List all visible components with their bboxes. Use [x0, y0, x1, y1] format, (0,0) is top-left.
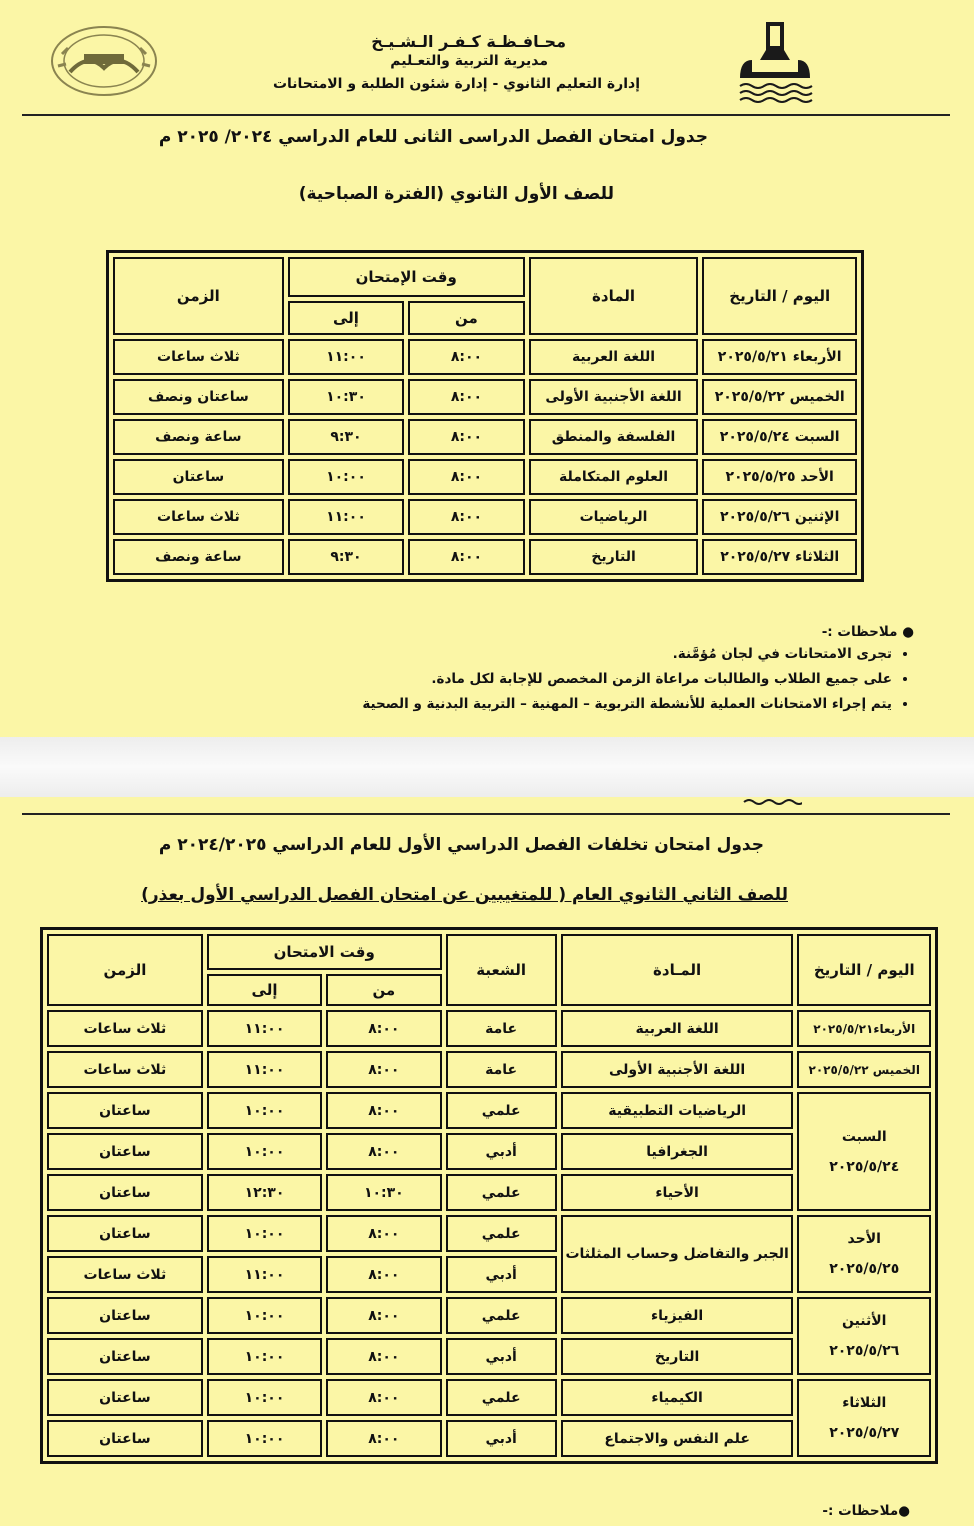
table-row	[113, 499, 857, 535]
notes-section	[194, 624, 914, 721]
governorate-name: محـافـظـة كـفـر الـشـيـخ	[371, 32, 566, 51]
cell-duration: ثلاث ساعات	[113, 339, 284, 375]
cell-branch: عامة	[446, 1051, 557, 1088]
cell-to: ١٠:٠٠	[207, 1092, 322, 1129]
cell-subject: الجبر والتفاضل وحساب المثلثات	[561, 1215, 794, 1293]
table-row	[47, 1379, 931, 1416]
cell-subject: علم النفس والاجتماع	[561, 1420, 794, 1457]
cell-subject: العلوم المتكاملة	[529, 459, 699, 495]
day-date: ٢٠٢٥/٥/٢٧	[829, 1425, 900, 1441]
day-name: الأربعاء٢٠٢٥/٥/٢١	[813, 1021, 916, 1036]
cell-day: الإثنين ٢٠٢٥/٥/٢٦	[702, 499, 857, 535]
cell-from: ٨:٠٠	[326, 1010, 441, 1047]
cell-from: ٨:٠٠	[326, 1133, 441, 1170]
cell-subject: الفيزياء	[561, 1297, 794, 1334]
day-name: السبت	[841, 1128, 887, 1145]
header-duration: الزمن	[113, 257, 284, 335]
cell-duration: ثلاث ساعات	[47, 1010, 203, 1047]
table-row	[113, 459, 857, 495]
cell-from: ٨:٠٠	[326, 1420, 441, 1457]
cell-duration: ساعتان	[47, 1174, 203, 1211]
cell-to: ١١:٠٠	[207, 1010, 322, 1047]
header-duration: الزمن	[47, 934, 203, 1006]
cell-to: ١٠:٠٠	[207, 1133, 322, 1170]
cell-from: ٨:٠٠	[408, 379, 524, 415]
day-date: ٢٠٢٥/٥/٢٤	[829, 1158, 900, 1175]
cell-duration: ثلاث ساعات	[47, 1051, 203, 1088]
cell-branch: أدبي	[446, 1256, 557, 1293]
schedule-subtitle-2: للصف الثاني الثانوي العام ( للمتغيبين عن امتحان الفصل الدراسي الأول بعذر)	[141, 885, 788, 905]
cell-duration: ثلاث ساعات	[47, 1256, 203, 1293]
header-day: اليوم / التاريخ	[702, 257, 857, 335]
table-row	[113, 539, 857, 575]
day-name: الأحد	[847, 1231, 881, 1247]
table-row	[47, 1051, 931, 1088]
cell-duration: ثلاث ساعات	[113, 499, 284, 535]
notes-title	[194, 624, 914, 640]
header-subject: المـادة	[561, 934, 794, 1006]
bullet: ●	[898, 1503, 910, 1519]
day-name: الثلاثاء	[842, 1395, 887, 1411]
cell-duration: ساعتان	[47, 1420, 203, 1457]
note-item: • على جميع الطلاب والطالبات مراعاة الزمن المخصص للإجابة لكل مادة.	[194, 671, 892, 687]
notes-section-2	[822, 1503, 910, 1519]
department-name: إدارة التعليم الثانوي - إدارة شئون الطلبة و الامتحانات	[272, 76, 640, 92]
header-divider-2	[22, 813, 950, 815]
cell-from: ٨:٠٠	[326, 1297, 441, 1334]
cell-day: السبت ٢٠٢٥/٥/٢٤	[702, 419, 857, 455]
cell-subject: اللغة الأجنبية الأولى	[561, 1051, 794, 1088]
cell-duration: ساعتان	[47, 1379, 203, 1416]
header-day: اليوم / التاريخ	[797, 934, 931, 1006]
cell-branch: علمي	[446, 1215, 557, 1252]
cell-from: ٨:٠٠	[326, 1379, 441, 1416]
header-divider	[22, 114, 950, 116]
cell-from: ٨:٠٠	[326, 1338, 441, 1375]
cell-duration: ساعتان ونصف	[113, 379, 284, 415]
cell-from: ٨:٠٠	[408, 539, 524, 575]
cell-day	[797, 1215, 931, 1293]
cell-branch: أدبي	[446, 1420, 557, 1457]
cell-duration: ساعتان	[47, 1338, 203, 1375]
cell-subject: اللغة العربية	[529, 339, 699, 375]
cell-duration: ساعتان	[47, 1133, 203, 1170]
cell-day: الأحد ٢٠٢٥/٥/٢٥	[702, 459, 857, 495]
header-from: من	[326, 974, 441, 1006]
table-row	[113, 419, 857, 455]
note-item: • يتم إجراء الامتحانات العملية للأنشطة التربوية – المهنية – التربية البدنية و الصحية	[194, 696, 892, 712]
cell-day	[797, 1010, 931, 1047]
cell-from: ٨:٠٠	[408, 419, 524, 455]
cell-day	[797, 1379, 931, 1457]
cell-day: الثلاثاء ٢٠٢٥/٥/٢٧	[702, 539, 857, 575]
image-separator	[0, 737, 974, 797]
header-to: إلى	[207, 974, 322, 1006]
cell-subject: الجغرافيا	[561, 1133, 794, 1170]
cell-day	[797, 1051, 931, 1088]
education-seal-logo	[48, 24, 160, 98]
cell-to: ١٠:٠٠	[288, 459, 404, 495]
cell-subject: التاريخ	[529, 539, 699, 575]
schedule-title-2: جدول امتحان تخلفات الفصل الدراسي الأول للعام الدراسي ٢٠٢٤/٢٠٢٥ م	[158, 835, 764, 855]
cell-to: ٩:٣٠	[288, 539, 404, 575]
header-from: من	[408, 301, 524, 335]
table-row	[113, 339, 857, 375]
makeup-exam-schedule-table	[40, 927, 938, 1464]
header-branch: الشعبة	[446, 934, 557, 1006]
cell-branch: عامة	[446, 1010, 557, 1047]
cell-duration: ساعتان	[47, 1092, 203, 1129]
cell-to: ١١:٠٠	[288, 339, 404, 375]
cell-duration: ساعة ونصف	[113, 539, 284, 575]
cell-duration: ساعة ونصف	[113, 419, 284, 455]
cell-day	[797, 1297, 931, 1375]
cell-from: ٨:٠٠	[326, 1215, 441, 1252]
cell-from: ٨:٠٠	[326, 1256, 441, 1293]
directorate-name: مديرية التربية والتعـليم	[390, 53, 548, 69]
cell-to: ١١:٠٠	[207, 1051, 322, 1088]
exam-schedule-table	[106, 250, 864, 582]
cell-to: ١٠:٠٠	[207, 1215, 322, 1252]
cell-branch: أدبي	[446, 1338, 557, 1375]
cell-branch: علمي	[446, 1092, 557, 1129]
cell-subject: الفلسفة والمنطق	[529, 419, 699, 455]
day-name: الخميس ٢٠٢٥/٥/٢٢	[808, 1062, 920, 1077]
exam-schedule-page-2	[0, 797, 974, 1526]
table-row	[47, 1297, 931, 1334]
cell-from: ٨:٠٠	[326, 1051, 441, 1088]
cell-subject: الأحياء	[561, 1174, 794, 1211]
cell-day	[797, 1092, 931, 1211]
cell-to: ١٠:٠٠	[207, 1379, 322, 1416]
cell-subject: الرياضيات التطبيقية	[561, 1092, 794, 1129]
cell-subject: الكيمياء	[561, 1379, 794, 1416]
cell-duration: ساعتان	[47, 1297, 203, 1334]
table-row	[47, 1215, 931, 1252]
cell-branch: علمي	[446, 1174, 557, 1211]
cell-from: ٨:٠٠	[408, 499, 524, 535]
cell-subject: الرياضيات	[529, 499, 699, 535]
schedule-subtitle: للصف الأول الثانوي (الفترة الصباحية)	[298, 184, 614, 204]
header-to: إلى	[288, 301, 404, 335]
table-row	[47, 1010, 931, 1047]
governorate-logo-partial	[742, 797, 802, 807]
cell-subject: اللغة الأجنبية الأولى	[529, 379, 699, 415]
header-exam-time: وقت الامتحان	[207, 934, 442, 970]
table-row	[113, 379, 857, 415]
cell-branch: علمي	[446, 1379, 557, 1416]
cell-day: الأربعاء ٢٠٢٥/٥/٢١	[702, 339, 857, 375]
cell-from: ٨:٠٠	[408, 339, 524, 375]
schedule-title: جدول امتحان الفصل الدراسى الثانى للعام الدراسي ٢٠٢٤/ ٢٠٢٥ م	[158, 127, 708, 147]
cell-to: ١٠:٠٠	[207, 1338, 322, 1375]
cell-duration: ساعتان	[113, 459, 284, 495]
day-name: الأثنين	[841, 1313, 887, 1329]
note-item: • تجرى الامتحانات في لجان مُؤمَّنة.	[194, 646, 892, 662]
day-date: ٢٠٢٥/٥/٢٦	[829, 1343, 900, 1359]
table-row	[47, 1092, 931, 1129]
bullet: ●	[897, 624, 914, 640]
cell-from: ١٠:٣٠	[326, 1174, 441, 1211]
cell-day: الخميس ٢٠٢٥/٥/٢٢	[702, 379, 857, 415]
governorate-logo	[736, 20, 814, 104]
day-date: ٢٠٢٥/٥/٢٥	[829, 1261, 900, 1277]
cell-subject: التاريخ	[561, 1338, 794, 1375]
cell-to: ١٢:٣٠	[207, 1174, 322, 1211]
cell-to: ٩:٣٠	[288, 419, 404, 455]
header-subject: المادة	[529, 257, 699, 335]
cell-to: ١١:٠٠	[207, 1256, 322, 1293]
notes-title-text: ملاحظات :-	[821, 624, 898, 640]
cell-to: ١٠:٠٠	[207, 1297, 322, 1334]
notes-title-text: ملاحظات :-	[822, 1503, 899, 1519]
cell-branch: علمي	[446, 1297, 557, 1334]
cell-branch: أدبي	[446, 1133, 557, 1170]
header-exam-time: وقت الإمتحان	[288, 257, 525, 297]
cell-from: ٨:٠٠	[326, 1092, 441, 1129]
cell-duration: ساعتان	[47, 1215, 203, 1252]
cell-from: ٨:٠٠	[408, 459, 524, 495]
exam-schedule-page-1	[0, 0, 974, 737]
cell-to: ١٠:٣٠	[288, 379, 404, 415]
cell-to: ١٠:٠٠	[207, 1420, 322, 1457]
cell-to: ١١:٠٠	[288, 499, 404, 535]
cell-subject: اللغة العربية	[561, 1010, 794, 1047]
